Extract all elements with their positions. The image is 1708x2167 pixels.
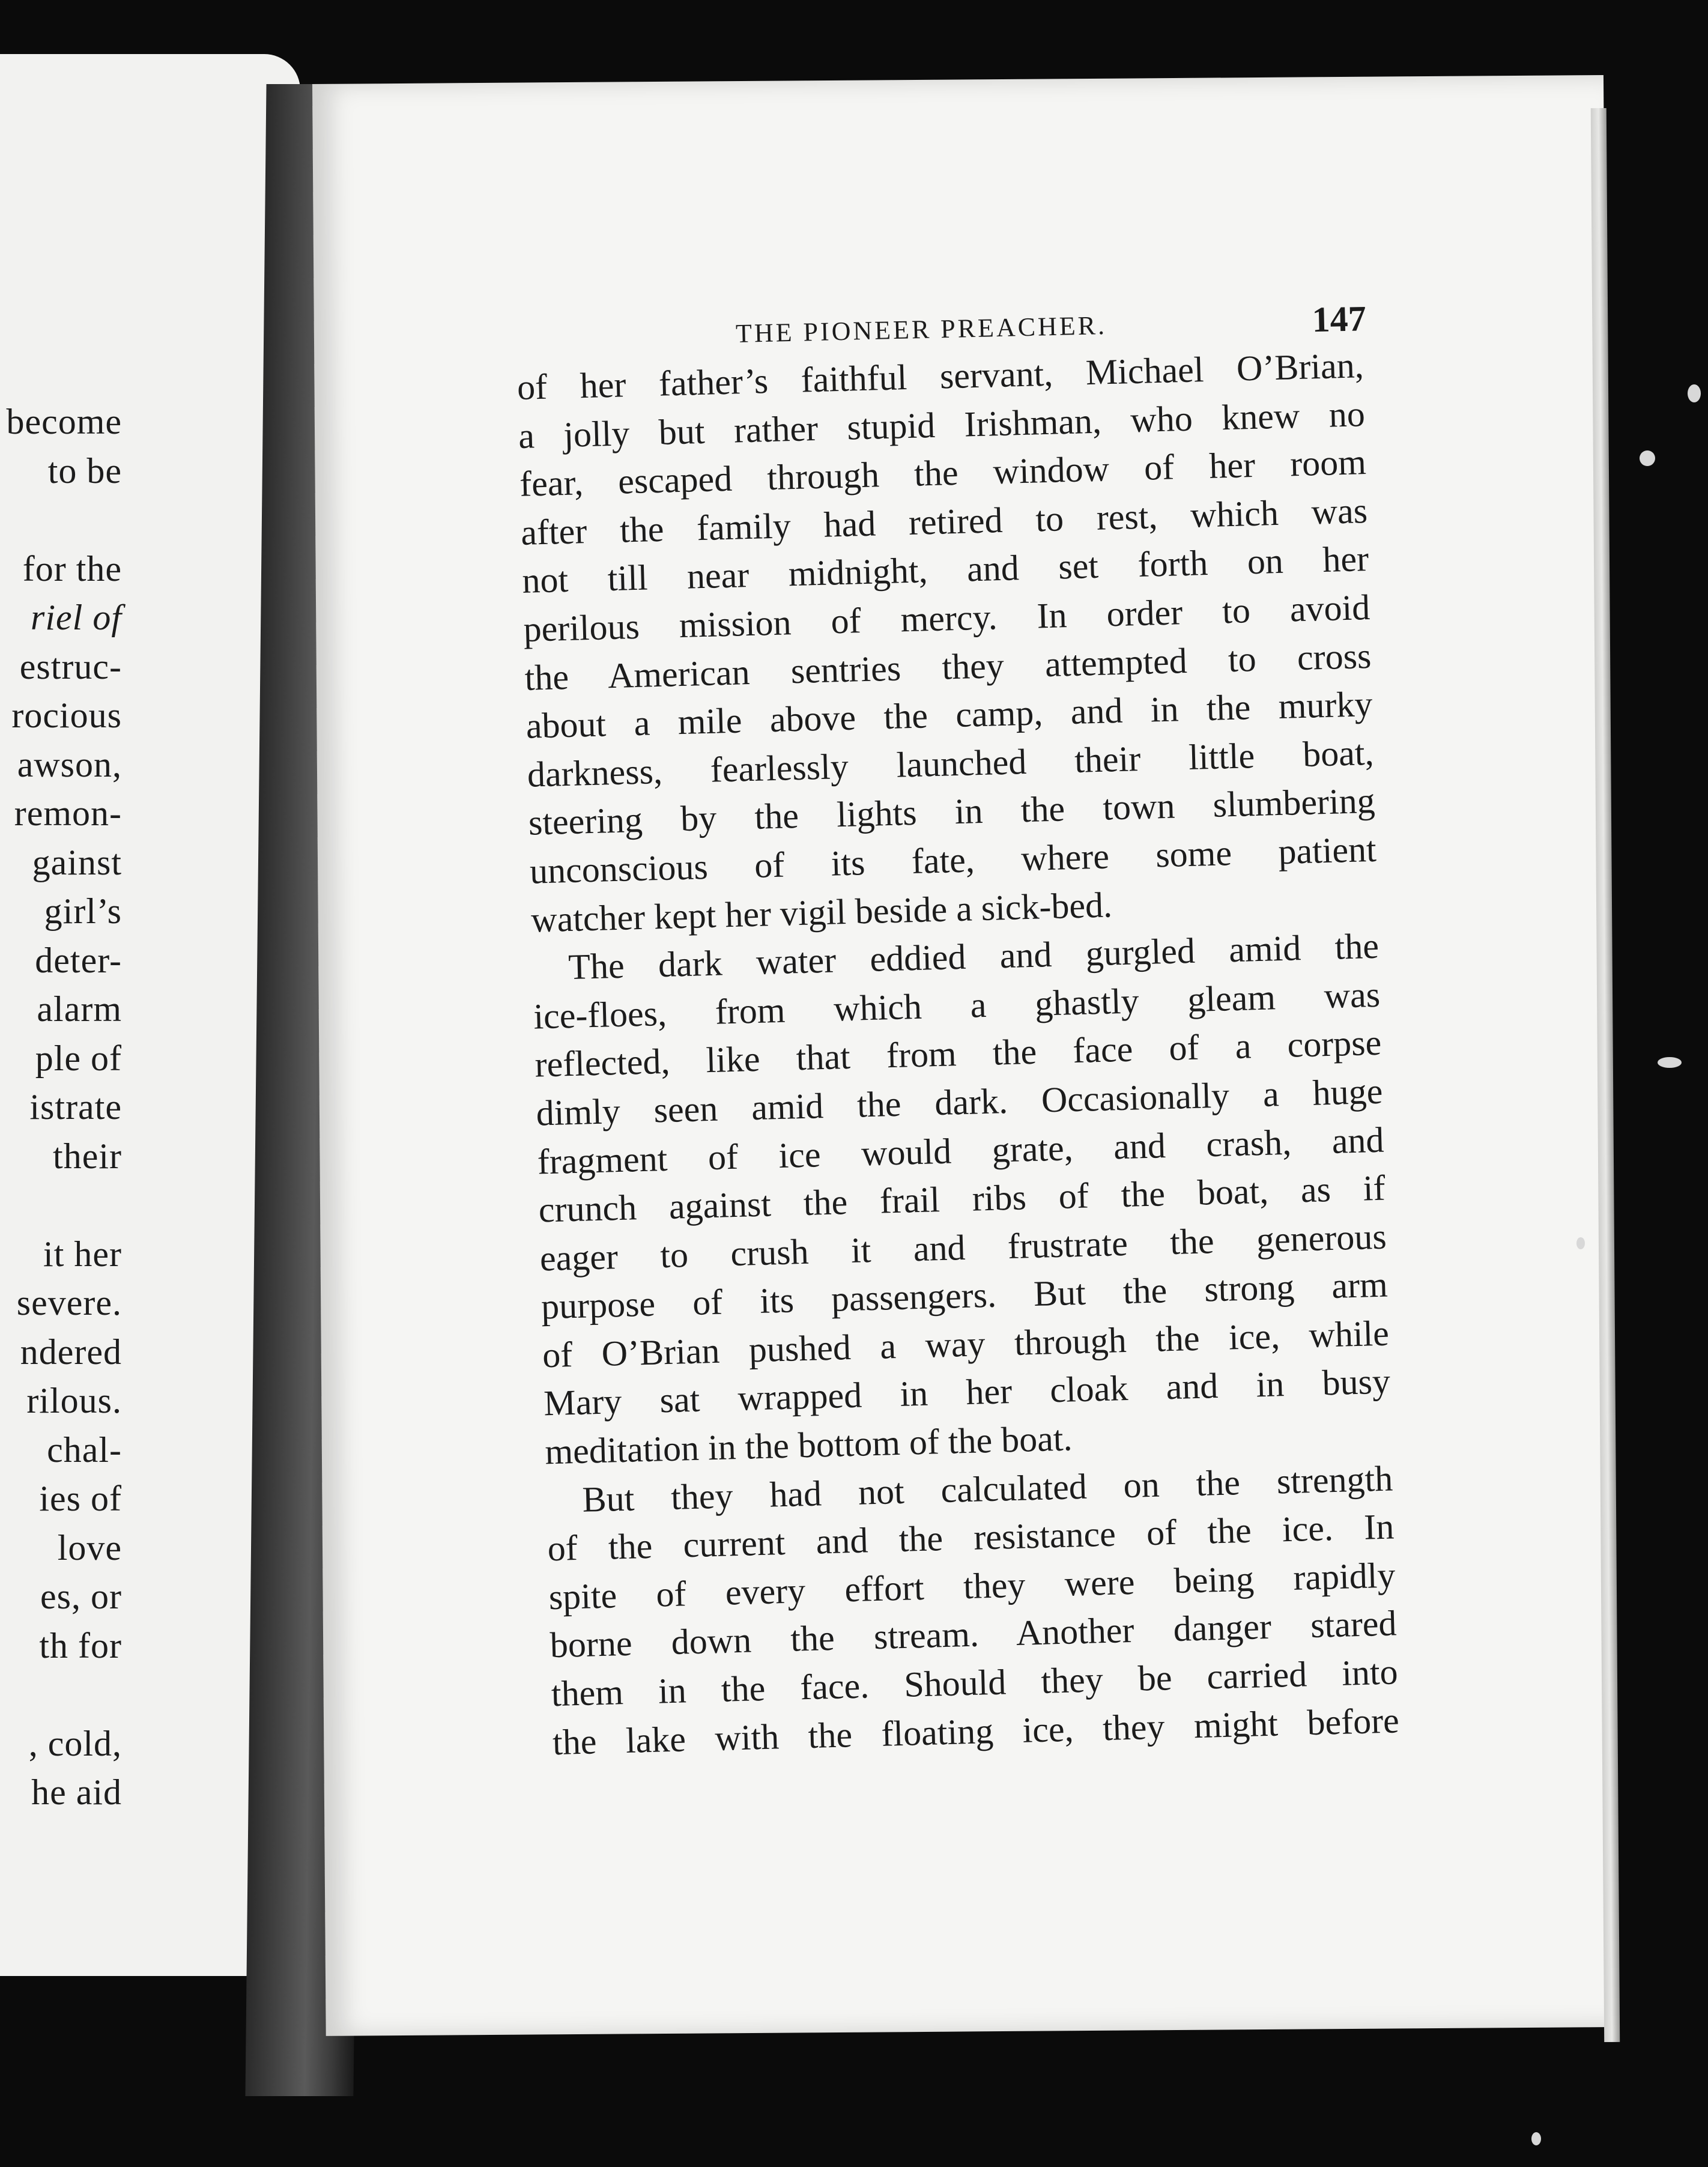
- left-page-line-fragment: their: [53, 1136, 122, 1176]
- text-line: perilous mission of mercy. In order to avoid: [522, 587, 1370, 649]
- body-text: [516, 341, 1400, 1766]
- text-line: a jolly but rather stupid Irishman, who knew no: [518, 393, 1366, 456]
- text-line: eager to crush it and frustrate the generous: [539, 1216, 1387, 1279]
- text-line: of her father’s faithful servant, Michael O’Brian,: [516, 345, 1364, 407]
- text-line: crunch against the frail ribs of the boat, as if: [538, 1168, 1386, 1230]
- left-page-line-fragment: th for: [39, 1625, 122, 1665]
- scan-speck: [1576, 1237, 1585, 1249]
- text-line: not till near midnight, and set forth on her: [521, 539, 1369, 601]
- left-page-line-fragment: girl’s: [44, 891, 122, 931]
- text-line: the lake with the floating ice, they might before: [552, 1700, 1400, 1762]
- text-line: them in the face. Should they be carried into: [551, 1652, 1399, 1714]
- left-page-line-fragment: es, or: [40, 1577, 122, 1616]
- text-line: spite of every effort they were being rapidly: [548, 1555, 1396, 1617]
- text-line: reflected, like that from the face of a corpse: [534, 1023, 1382, 1085]
- left-page-line-fragment: he aid: [31, 1772, 122, 1812]
- text-line: purpose of its passengers. But the strong arm: [541, 1264, 1389, 1327]
- left-page-line-fragment: severe.: [16, 1283, 122, 1323]
- text-line: fragment of ice would grate, and crash, and: [536, 1120, 1385, 1182]
- left-page-line-fragment: ies of: [39, 1479, 122, 1518]
- left-page-line-fragment: awson,: [17, 744, 122, 784]
- left-page-line-fragment: to be: [47, 450, 122, 491]
- left-page-line-fragment: istrate: [29, 1087, 122, 1127]
- text-line: darkness, fearlessly launched their little boat,: [527, 732, 1375, 795]
- left-page-line-fragment: it her: [43, 1234, 122, 1274]
- text-line: meditation in the bottom of the boat.: [544, 1418, 1073, 1472]
- left-page-line-fragment: rocious: [11, 696, 122, 735]
- left-page-line-fragment: for the: [22, 548, 122, 589]
- text-line: watcher kept her vigil beside a sick-bed.: [530, 884, 1113, 940]
- left-page-line-fragment: chal-: [47, 1429, 122, 1470]
- scan-speck: [1658, 1057, 1682, 1068]
- text-line: fear, escaped through the window of her room: [519, 442, 1367, 505]
- text-line: the American sentries they attempted to cross: [524, 635, 1372, 698]
- text-line: of the current and the resistance of the ice. In: [547, 1506, 1395, 1569]
- left-page-line-fragment: ple of: [35, 1038, 122, 1078]
- left-page-line-fragment: gainst: [32, 842, 122, 882]
- left-page-line-fragment: alarm: [37, 989, 122, 1029]
- text-line: steering by the lights in the town slumbering: [528, 781, 1376, 843]
- text-line: dimly seen amid the dark. Occasionally a huge: [535, 1071, 1384, 1133]
- left-page-line-fragment: deter-: [35, 940, 122, 980]
- left-page-line-fragment: become: [6, 402, 122, 441]
- left-page-line-fragment: love: [57, 1527, 122, 1568]
- scan-speck: [1531, 2132, 1541, 2145]
- text-line: after the family had retired to rest, which was: [520, 490, 1368, 553]
- text-line: of O’Brian pushed a way through the ice, while: [542, 1313, 1390, 1375]
- left-page-line-fragment: ndered: [20, 1332, 122, 1372]
- text-line: ice-floes, from which a ghastly gleam was: [533, 974, 1381, 1037]
- text-line: Mary sat wrapped in her cloak and in busy: [543, 1361, 1391, 1423]
- text-line: borne down the stream. Another danger stared: [550, 1603, 1398, 1665]
- left-page-line-fragment: , cold,: [28, 1723, 122, 1763]
- text-line: The dark water eddied and gurgled amid the: [568, 926, 1379, 987]
- left-page-line-fragment: remon-: [14, 793, 122, 833]
- running-head-title: THE PIONEER PREACHER.: [735, 310, 1107, 348]
- page-number: 147: [1311, 299, 1367, 340]
- scan-speck: [1640, 450, 1655, 466]
- left-page-line-fragment: rilous.: [26, 1381, 122, 1420]
- text-line: about a mile above the camp, and in the murky: [525, 684, 1373, 746]
- left-page-line-fragment: estruc-: [19, 646, 122, 686]
- text-line: unconscious of its fate, where some patient: [529, 829, 1377, 891]
- text-line: But they had not calculated on the strength: [581, 1458, 1393, 1520]
- left-page-line-fragment: riel of: [31, 598, 122, 637]
- scan-speck: [1688, 384, 1701, 402]
